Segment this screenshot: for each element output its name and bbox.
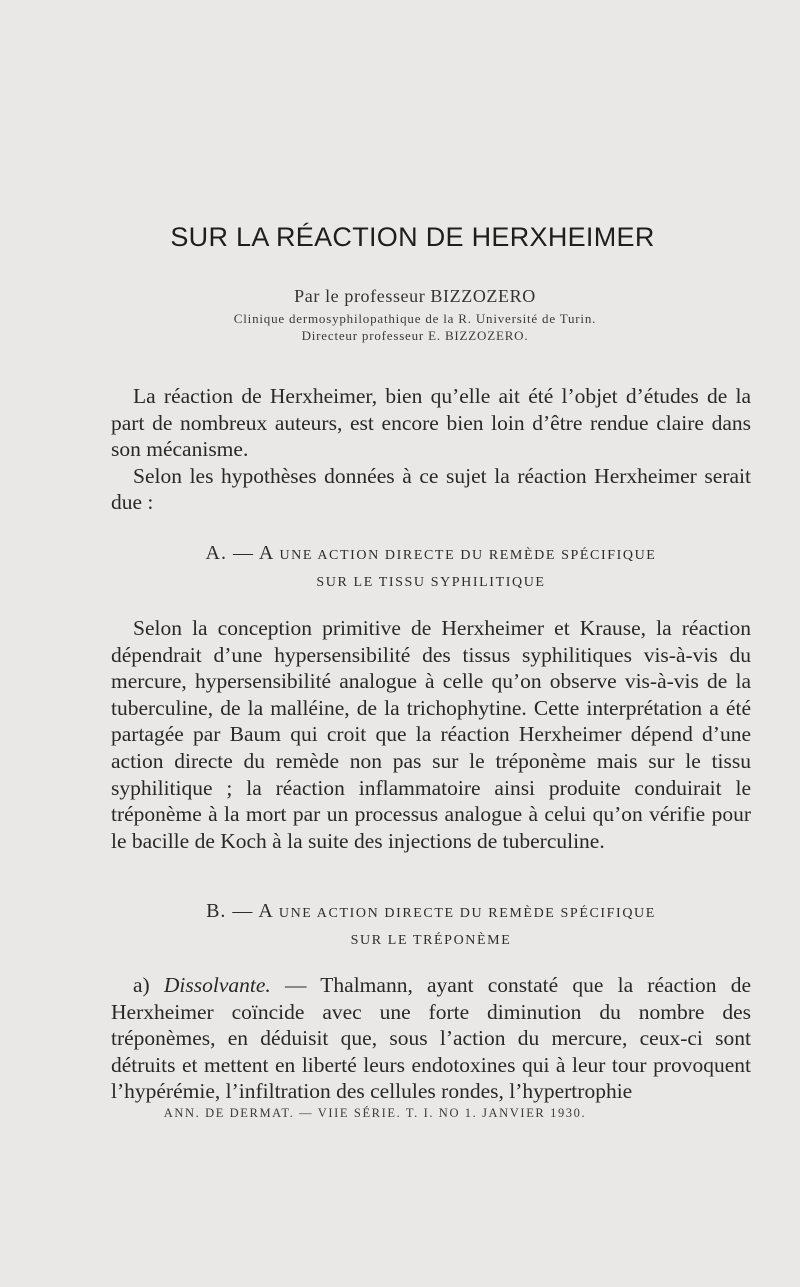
section-b-heading bbox=[111, 898, 751, 954]
affiliation-line-2: Directeur professeur E. BIZZOZERO. bbox=[301, 328, 529, 343]
section-a-lead: A. — A bbox=[205, 542, 275, 564]
section-a-heading-line-1: UNE ACTION DIRECTE DU REMÈDE SPÉCIFIQUE bbox=[279, 548, 657, 563]
intro-paragraph-2: Selon les hypothèses données à ce sujet la réaction Herxheimer serait due : bbox=[111, 463, 751, 515]
author-line: Par le professeur BIZZOZERO bbox=[294, 286, 536, 306]
section-b-body bbox=[111, 972, 751, 1105]
section-b-lead: B. — A bbox=[206, 900, 274, 922]
intro-section bbox=[111, 383, 751, 516]
section-a-body bbox=[111, 615, 751, 854]
section-b-paragraph bbox=[111, 972, 751, 1105]
affiliation-line-1: Clinique dermosyphilopathique de la R. Université de Turin. bbox=[233, 311, 597, 326]
journal-footer: ANN. DE DERMAT. — VIIE SÉRIE. T. I. NO 1. JANVIER 1930. bbox=[163, 1106, 587, 1120]
section-b-term: Dissolvante. bbox=[163, 973, 271, 997]
section-a-paragraph: Selon la conception primitive de Herxheimer et Krause, la réaction dépendrait d’une hypersensibilité des tissus syphilitiques vis-à-vis du mercure, hypersensibilité analogue à celle qu’on observe vis-à-vis de la tuberculine, de la malléine, de la trichophytine. Cette interprétation a été partagée par Baum qui croit que la réaction Herxheimer dépend d’une action directe du remède non pas sur le tréponème mais sur le tissu syphilitique ; la réaction inflammatoire ainsi produite conduirait le tréponème à la mort par un processus analogue à celui qu’on vérifie pour le bacille de Koch à la suite des injections de tuberculine. bbox=[111, 616, 751, 853]
section-b-heading-line-1: UNE ACTION DIRECTE DU REMÈDE SPÉCIFIQUE bbox=[278, 906, 656, 921]
section-a-heading bbox=[111, 540, 751, 596]
section-a-heading-line-2: SUR LE TISSU SYPHILITIQUE bbox=[316, 575, 546, 590]
section-b-prefix: a) bbox=[133, 973, 150, 997]
intro-paragraph-1: La réaction de Herxheimer, bien qu’elle ait été l’objet d’études de la part de nombreux auteurs, est encore bien loin d’être rendue claire dans son mécanisme. bbox=[111, 384, 751, 462]
section-b-text: — Thalmann, ayant constaté que la réaction de Herxheimer coïncide avec une forte diminution du nombre des tréponèmes, en déduisit que, sous l’action du mercure, ceux-ci sont détruits et mettent en liberté leurs endotoxines qui à leur tour provoquent l’hypérémie, l’infiltration des cellules rondes, l’hypertrophie bbox=[111, 973, 751, 1104]
section-b-heading-line-2: SUR LE TRÉPONÈME bbox=[350, 933, 512, 948]
article-title: SUR LA RÉACTION DE HERXHEIMER bbox=[170, 222, 655, 252]
